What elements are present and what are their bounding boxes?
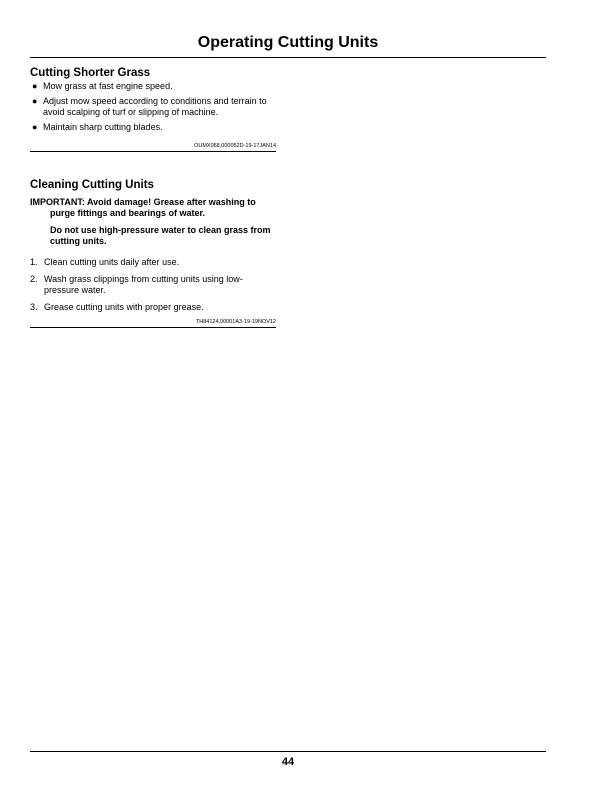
list-item — [30, 274, 276, 296]
list-item — [30, 96, 276, 118]
list-item-text: Maintain sharp cutting blades. — [43, 122, 163, 132]
step-number: 3. — [30, 302, 38, 312]
title-divider — [30, 57, 546, 58]
section-divider — [30, 327, 276, 328]
section-cleaning-cutting-units — [30, 179, 276, 328]
list-item — [30, 122, 276, 133]
section-cutting-shorter-grass — [30, 67, 276, 152]
list-item-text: Adjust mow speed according to conditions and terrain to avoid scalping of turf or slipping of machine. — [43, 96, 267, 117]
reference-code: TH84124,00001A3-19-19NOV12 — [195, 319, 276, 325]
footer-divider — [30, 751, 546, 752]
bullet-icon: ● — [32, 122, 38, 132]
important-text: Do not use high-pressure water to clean grass from cutting units. — [50, 225, 271, 246]
step-number: 1. — [30, 257, 38, 267]
list-item-text: Mow grass at fast engine speed. — [43, 81, 173, 91]
bullet-list — [30, 81, 276, 133]
page-number: 44 — [281, 756, 295, 768]
important-notice — [30, 197, 276, 246]
important-text: IMPORTANT: Avoid damage! Grease after washing to purge fittings and bearings of water. — [30, 197, 256, 218]
step-list — [30, 257, 276, 313]
list-item — [30, 81, 276, 92]
section-heading: Cutting Shorter Grass — [30, 67, 151, 79]
list-item — [30, 302, 276, 313]
step-number: 2. — [30, 274, 38, 284]
page-title: Operating Cutting Units — [197, 34, 379, 51]
section-divider — [30, 151, 276, 152]
list-item — [30, 257, 276, 268]
step-text: Wash grass clippings from cutting units using low-pressure water. — [44, 274, 243, 295]
reference-code: OUMX068,000052D-19-17JAN14 — [194, 143, 276, 149]
bullet-icon: ● — [32, 81, 38, 91]
section-heading: Cleaning Cutting Units — [30, 179, 154, 191]
step-text: Clean cutting units daily after use. — [44, 257, 180, 267]
step-text: Grease cutting units with proper grease. — [44, 302, 204, 312]
bullet-icon: ● — [32, 96, 38, 106]
